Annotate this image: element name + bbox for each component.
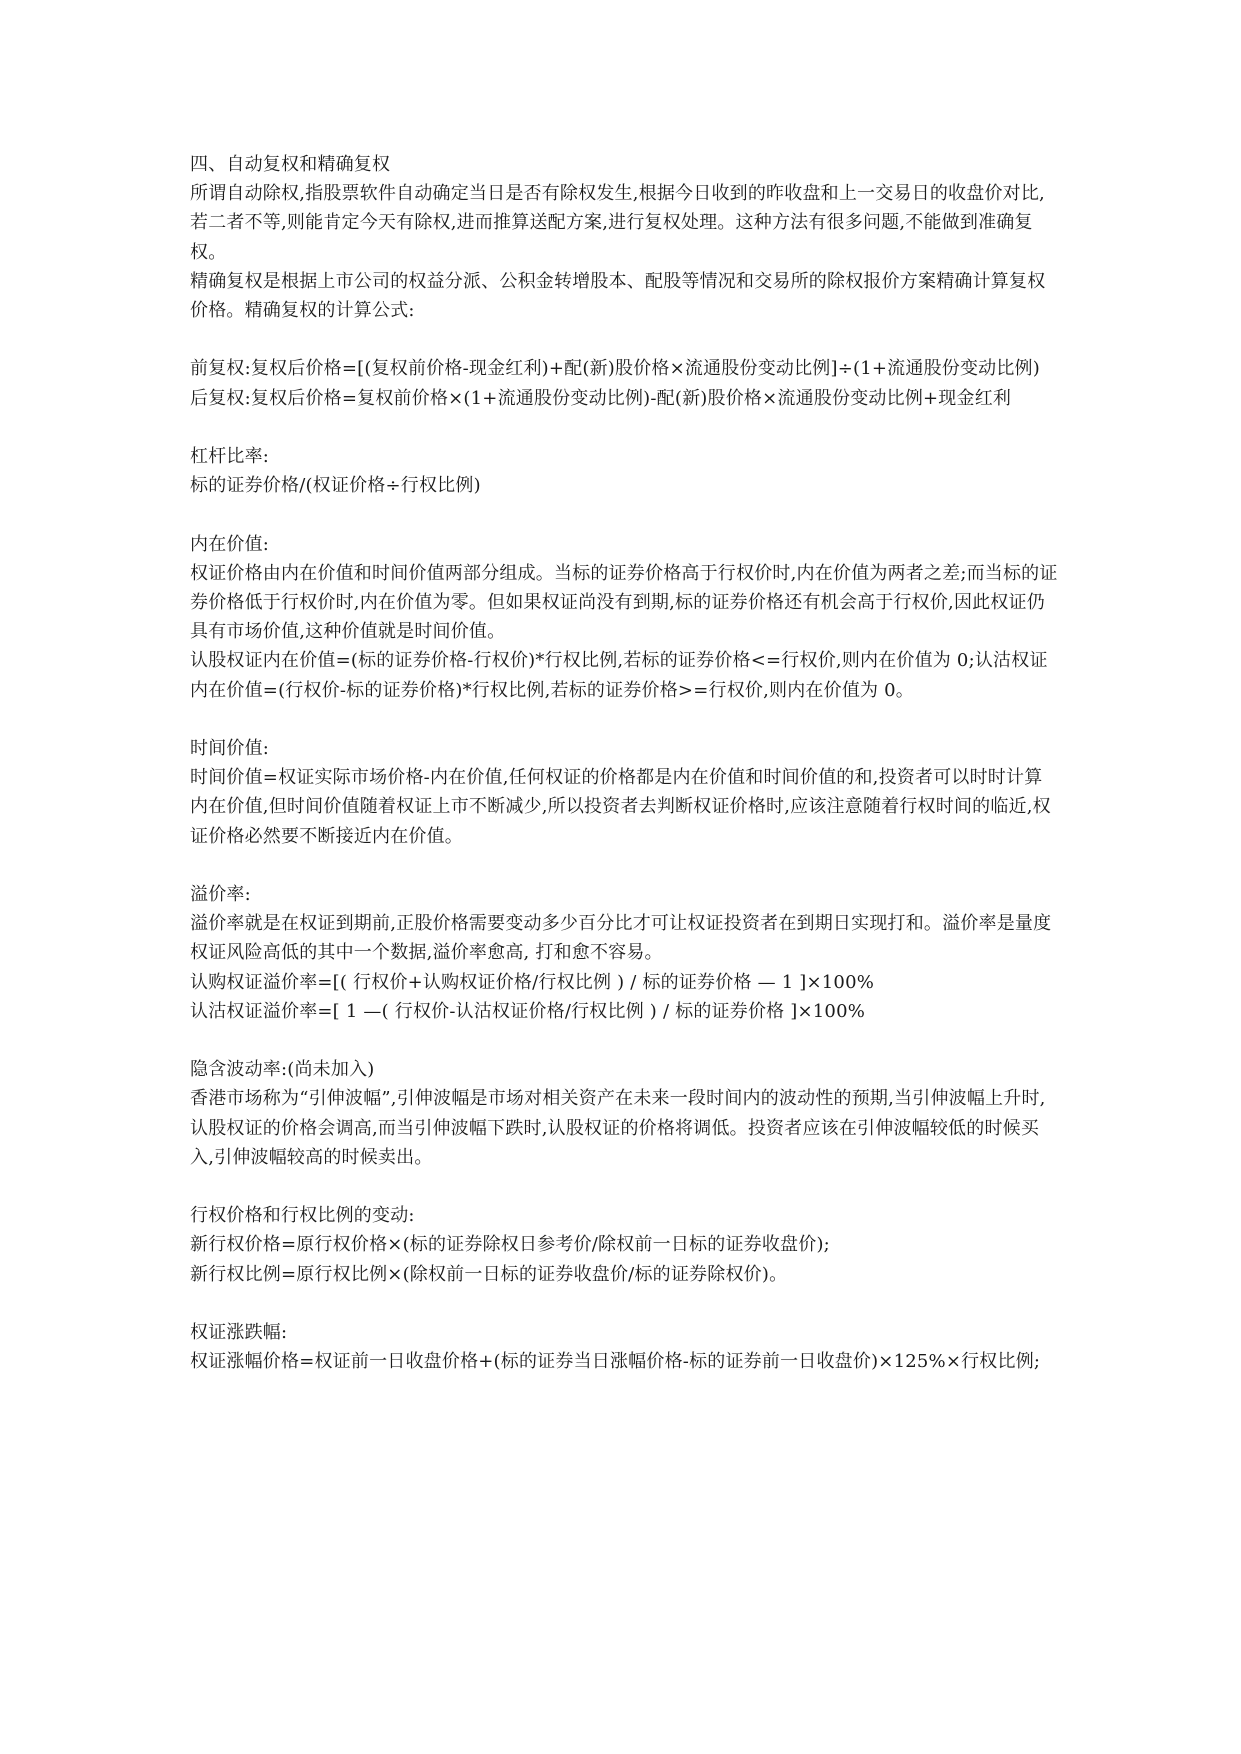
- formula-backward-adjust: 后复权:复权后价格=复权前价格×(1+流通股份变动比例)-配(新)股价格×流通股份变动比例+现金红利: [190, 387, 1012, 409]
- paragraph-time-value: 时间价值=权证实际市场价格-内在价值,任何权证的价格都是内在价值和时间价值的和,投资者可以时时计算内在价值,但时间价值随着权证上市不断减少,所以投资者去判断权证价格时,应该注意随着行权时间的临近,权证价格必然要不断接近内在价值。: [190, 767, 1051, 847]
- section-leverage: [190, 442, 1060, 500]
- section-formulas: [190, 354, 1060, 412]
- section-exercise-change: [190, 1201, 1060, 1289]
- formula-new-exercise-price: 新行权价格=原行权价格×(标的证券除权日参考价/除权前一日标的证券收盘价);: [190, 1234, 830, 1256]
- paragraph-precise-adjust: 精确复权是根据上市公司的权益分派、公积金转增股本、配股等情况和交易所的除权报价方案精确计算复权价格。精确复权的计算公式:: [190, 270, 1046, 322]
- spacer: [190, 851, 1060, 880]
- section-intrinsic-value: [190, 530, 1060, 705]
- section-title-implied-volatility: 隐含波动率:(尚未加入): [190, 1059, 375, 1081]
- formula-leverage: 标的证券价格/(权证价格÷行权比例): [190, 475, 481, 497]
- paragraph-premium: 溢价率就是在权证到期前,正股价格需要变动多少百分比才可让权证投资者在到期日实现打和。溢价率是量度权证风险高低的其中一个数据,溢价率愈高, 打和愈不容易。: [190, 913, 1052, 964]
- spacer: [190, 500, 1060, 529]
- spacer: [190, 413, 1060, 442]
- section-auto-adjust: [190, 150, 1060, 325]
- section-implied-volatility: [190, 1055, 1060, 1172]
- section-title-premium: 溢价率:: [190, 884, 251, 905]
- formula-put-premium: 认沽权证溢价率=[ 1 —( 行权价-认沽权证价格/行权比例 ) / 标的证券价格 ]×100%: [190, 1000, 866, 1022]
- section-title-leverage: 杠杆比率:: [190, 446, 270, 467]
- document-page: [190, 150, 1060, 1376]
- paragraph-auto-adjust: 所谓自动除权,指股票软件自动确定当日是否有除权发生,根据今日收到的昨收盘和上一交易日的收盘价对比,若二者不等,则能肯定今天有除权,进而推算送配方案,进行复权处理。这种方法有很多问题,不能做到准确复权。: [190, 183, 1045, 263]
- section-price-limit: [190, 1318, 1060, 1376]
- formula-intrinsic-value: 认股权证内在价值=(标的证券价格-行权价)*行权比例,若标的证券价格<=行权价,则内在价值为 0;认沽权证内在价值=(行权价-标的证券价格)*行权比例,若标的证券价格>=行权价,则内在价值为 0。: [190, 650, 1048, 701]
- section-title-price-limit: 权证涨跌幅:: [190, 1322, 288, 1343]
- spacer: [190, 1172, 1060, 1201]
- section-time-value: [190, 734, 1060, 851]
- paragraph-intrinsic-value: 权证价格由内在价值和时间价值两部分组成。当标的证券价格高于行权价时,内在价值为两者之差;而当标的证券价格低于行权价时,内在价值为零。但如果权证尚没有到期,标的证券价格还有机会高于行权价,因此权证仍具有市场价值,这种价值就是时间价值。: [190, 562, 1058, 643]
- spacer: [190, 1026, 1060, 1055]
- formula-forward-adjust: 前复权:复权后价格=[(复权前价格-现金红利)+配(新)股价格×流通股份变动比例]÷(1+流通股份变动比例): [190, 358, 1040, 380]
- section-premium: [190, 880, 1060, 1026]
- spacer: [190, 705, 1060, 734]
- formula-price-limit: 权证涨幅价格=权证前一日收盘价格+(标的证券当日涨幅价格-标的证券前一日收盘价)×125%×行权比例;: [190, 1351, 1041, 1373]
- spacer: [190, 1289, 1060, 1318]
- section-title-intrinsic-value: 内在价值:: [190, 533, 270, 555]
- spacer: [190, 325, 1060, 354]
- paragraph-implied-volatility: 香港市场称为“引伸波幅”,引伸波幅是市场对相关资产在未来一段时间内的波动性的预期,当引伸波幅上升时,认股权证的价格会调高,而当引伸波幅下跌时,认股权证的价格将调低。投资者应该在引伸波幅较低的时候买入,引伸波幅较高的时候卖出。: [190, 1088, 1046, 1168]
- section-title-exercise-change: 行权价格和行权比例的变动:: [190, 1205, 415, 1227]
- section-title-auto-adjust: 四、自动复权和精确复权: [190, 154, 391, 175]
- formula-new-exercise-ratio: 新行权比例=原行权比例×(除权前一日标的证券收盘价/标的证券除权价)。: [190, 1263, 788, 1285]
- section-title-time-value: 时间价值:: [190, 738, 270, 759]
- formula-call-premium: 认购权证溢价率=[( 行权价+认购权证价格/行权比例 ) / 标的证券价格 — 1 ]×100%: [190, 971, 875, 993]
